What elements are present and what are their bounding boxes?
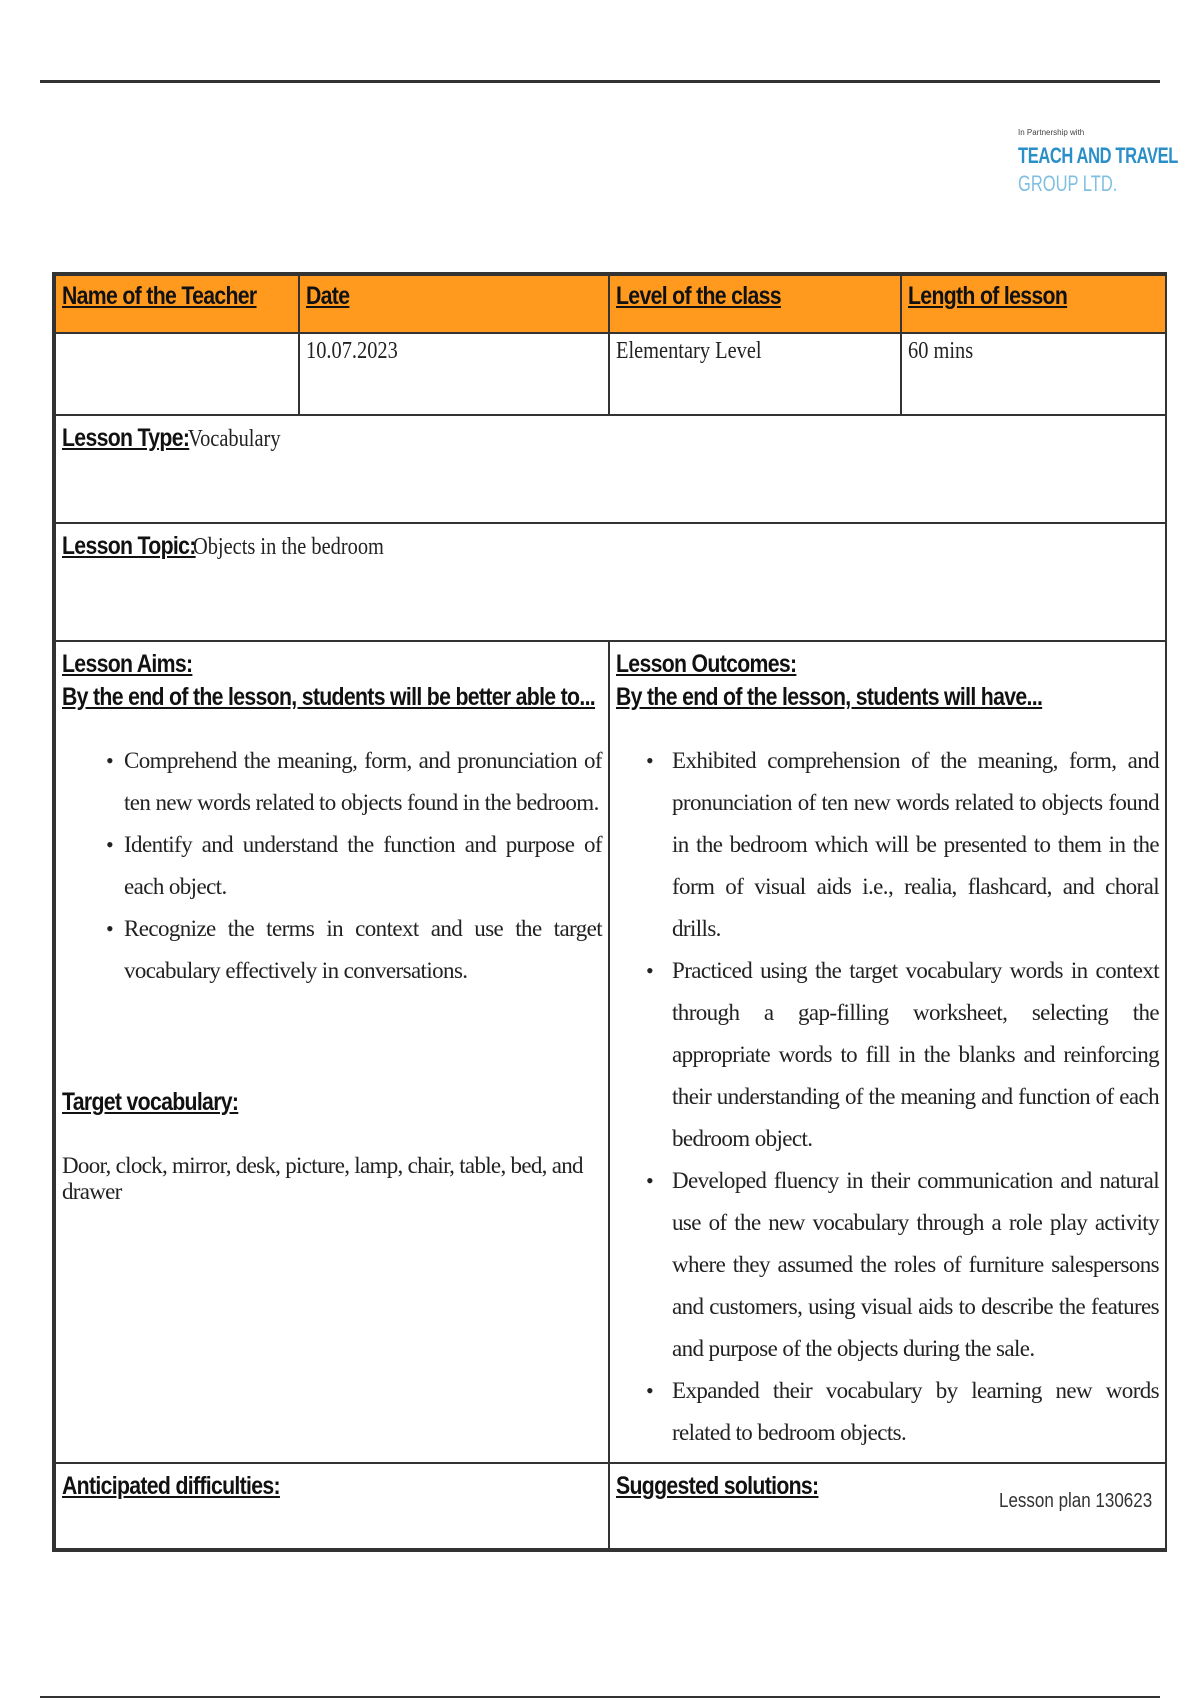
target-vocabulary-title: Target vocabulary: xyxy=(62,1088,239,1116)
length-value-cell xyxy=(901,333,1166,415)
lesson-type-value: Vocabulary xyxy=(187,426,281,452)
teacher-header-cell xyxy=(55,275,299,333)
lesson-topic-cell xyxy=(55,523,1166,641)
solutions-title: Suggested solutions: xyxy=(616,1472,819,1500)
level-value: Elementary Level xyxy=(616,338,762,364)
teacher-value-cell xyxy=(55,333,299,415)
aims-title: Lesson Aims: xyxy=(62,650,193,678)
aims-item: • Identify and understand the function and purpose of each object. xyxy=(62,824,602,908)
outcomes-subtitle: By the end of the lesson, students will have... xyxy=(616,683,1043,711)
top-rule xyxy=(40,80,1160,83)
outcomes-cell xyxy=(609,641,1166,1463)
values-row xyxy=(55,333,1166,415)
aims-item: • Comprehend the meaning, form, and pronunciation of ten new words related to objects found in the bedroom. xyxy=(62,740,602,824)
outcomes-item: • Expanded their vocabulary by learning new words related to bedroom objects. xyxy=(616,1370,1159,1454)
lesson-topic-value: Objects in the bedroom xyxy=(193,534,385,560)
aims-outcomes-row xyxy=(55,641,1166,1463)
lesson-topic-row xyxy=(55,523,1166,641)
lesson-plan-number: Lesson plan 130623 xyxy=(998,1490,1152,1512)
company-logo xyxy=(1018,128,1178,197)
level-value-cell xyxy=(609,333,901,415)
difficulties-title: Anticipated difficulties: xyxy=(62,1472,280,1500)
date-value-cell xyxy=(299,333,609,415)
level-header-cell xyxy=(609,275,901,333)
aims-list xyxy=(62,740,602,992)
length-label: Length of lesson xyxy=(908,282,1068,310)
date-value: 10.07.2023 xyxy=(306,338,398,364)
outcomes-item: • Exhibited comprehension of the meaning, form, and pronunciation of ten new words related to objects found in the bedroom which will be presented to them in the form of visual aids i.e., realia, flashcard, and choral drills. xyxy=(616,740,1159,950)
date-header-cell xyxy=(299,275,609,333)
outcomes-title: Lesson Outcomes: xyxy=(616,650,797,678)
date-label: Date xyxy=(306,282,350,310)
lesson-topic-label: Lesson Topic: xyxy=(62,532,196,560)
aims-item: • Recognize the terms in context and use the target vocabulary effectively in conversations. xyxy=(62,908,602,992)
aims-subtitle: By the end of the lesson, students will be better able to... xyxy=(62,683,596,711)
logo-partner-text: In Partnership with xyxy=(1018,128,1085,137)
difficulties-cell xyxy=(55,1463,609,1549)
logo-line-1: TEACH AND TRAVEL xyxy=(1018,143,1178,168)
lesson-type-cell xyxy=(55,415,1166,523)
target-vocabulary-text: Door, clock, mirror, desk, picture, lamp, chair, table, bed, and drawer xyxy=(62,1153,583,1204)
lesson-type-label: Lesson Type: xyxy=(62,424,190,452)
aims-cell xyxy=(55,641,609,1463)
outcomes-item: • Developed fluency in their communication and natural use of the new vocabulary through a role play activity where they assumed the roles of furniture salespersons and customers, using visual aids to describe the features and purpose of the objects during the sale. xyxy=(616,1160,1159,1370)
logo-line-2: GROUP LTD. xyxy=(1018,171,1118,196)
outcomes-list xyxy=(616,740,1159,1454)
bottom-rule xyxy=(40,1696,1160,1698)
lesson-type-row xyxy=(55,415,1166,523)
length-value: 60 mins xyxy=(908,338,974,364)
outcomes-item: • Practiced using the target vocabulary words in context through a gap-filling worksheet, selecting the appropriate words to fill in the blanks and reinforcing their understanding of the meaning and function of each bedroom object. xyxy=(616,950,1159,1160)
header-row xyxy=(55,275,1166,333)
level-label: Level of the class xyxy=(616,282,781,310)
length-header-cell xyxy=(901,275,1166,333)
teacher-label: Name of the Teacher xyxy=(62,282,257,310)
lesson-plan-table xyxy=(52,272,1167,1552)
